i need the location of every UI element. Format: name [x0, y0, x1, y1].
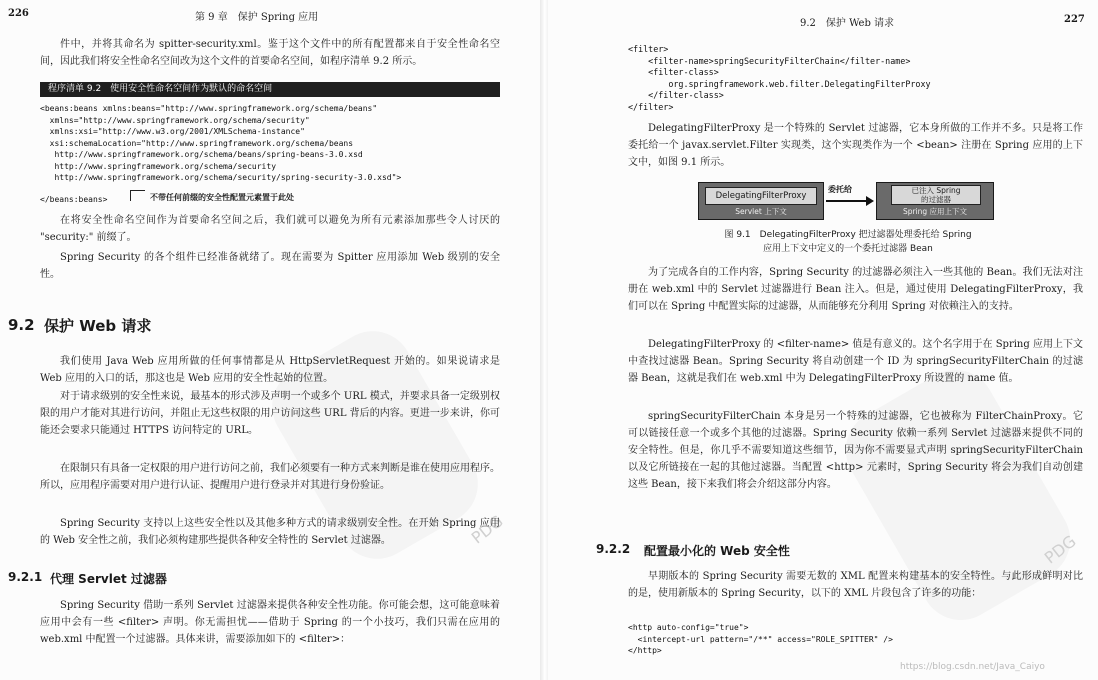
paragraph: 我们使用 Java Web 应用所做的任何事情都是从 HttpServletRequest 开始的。如果说请求是 Web 应用的入口的话，那这也是 Web 应用的安全性起始的位置。 [40, 356, 500, 384]
watermark-url: https://blog.csdn.net/Java_Caiyo [900, 662, 1045, 672]
listing-annotation: 不带任何前缀的安全性配置元素置于此处 [150, 193, 294, 202]
http-code: <http auto-config="true"> <intercept-url pattern="/**" access="ROLE_SPITTER" /> </http> [628, 623, 893, 655]
paragraph: 为了完成各自的工作内容，Spring Security 的过滤器必须注入一些其他的 Bean。我们无法对注册在 web.xml 中的 Servlet 过滤器进行 Bean 注入。但是，通过使用 DelegatingFilterProxy，我们可以在 Spring 中配置实际的过滤器，从而能够充分利用 Spring 对依赖注入的支持。 [628, 267, 1083, 312]
paragraph: 件中，并将其命名为 spitter-security.xml。鉴于这个文件中的所有配置都来自于安全性命名空间，因此我们将安全性命名空间改为这个文件的首要命名空间，如程序清单 9.2 所示。 [40, 39, 500, 67]
paragraph: DelegatingFilterProxy 的 <filter-name> 值是有意义的。这个名字用于在 Spring 应用上下文中查找过滤器 Bean。Spring Security 将自动创建一个 ID 为 springSecurityFilterChain 的过滤器 Bean，这就是我们在 web.xml 中为 DelegatingFilterProxy 所设置的 name 值。 [628, 339, 1083, 384]
delegate-arrow [826, 200, 868, 202]
running-header: 9.2 保护 Web 请求 [800, 18, 895, 29]
spring-context-box [876, 182, 994, 220]
page-number: 227 [1064, 14, 1085, 25]
annotation-arrow [130, 190, 145, 201]
paragraph: 早期版本的 Spring Security 需要无数的 XML 配置来构建基本的安全特性。与此形成鲜明对比的是，使用新版本的 Spring Security，以下的 XML 片段包含了许多的功能： [628, 571, 1083, 599]
watermark-text: PDG [467, 511, 507, 548]
paragraph: springSecurityFilterChain 本身是另一个特殊的过滤器，它也被称为 FilterChainProxy。它可以链接任意一个或多个其他的过滤器。Spring Security 依赖一系列 Servlet 过滤器来提供不同的安全特性。但是，你几乎不需要知道这些细节，因为你不需要显式声明 springSecurityFilterChain 以及它所链接在一起的其他过滤器。当配置 <http> 元素时，Spring Security 将会为我们自动创建这些 Bean，接下来我们将会介绍这部分内容。 [628, 411, 1083, 490]
subsection-title: 配置最小化的 Web 安全性 [644, 544, 790, 558]
section-number: 9.2 [8, 316, 35, 334]
paragraph: 在限制只有具备一定权限的用户进行访问之前，我们必须要有一种方式来判断是谁在使用应用程序。所以，应用程序需要对用户进行认证、提醒用户进行登录并对其进行身份验证。 [40, 463, 500, 491]
book-gutter [540, 0, 548, 680]
listing-title: 程序清单 9.2 使用安全性命名空间作为默认的命名空间 [40, 82, 500, 97]
paragraph: Spring Security 的各个组件已经准备就绪了。现在需要为 Spitter 应用添加 Web 级别的安全性。 [40, 252, 500, 280]
right-page [548, 0, 1098, 680]
figure-caption-line2: 应用上下文中定义的一个委托过滤器 Bean [763, 244, 933, 254]
left-page [0, 0, 540, 680]
listing-close: </beans:beans> [40, 195, 108, 204]
arrow-head-icon [866, 196, 874, 206]
figure-caption [648, 228, 1048, 256]
watermark-text: PDG [1040, 531, 1080, 568]
injected-filter-line1: 已注入 Spring [911, 186, 961, 195]
subsection-number: 9.2.1 [8, 570, 43, 584]
subsection-number: 9.2.2 [596, 542, 631, 556]
servlet-context-box [698, 182, 824, 220]
paragraph: DelegatingFilterProxy 是一个特殊的 Servlet 过滤器，它本身所做的工作并不多。只是将工作委托给一个 javax.servlet.Filter 实现类，这个实现类作为一个 <bean> 注册在 Spring 应用的上下文中，如图 9.1 所示。 [628, 123, 1083, 168]
arrow-label: 委托给 [828, 185, 852, 194]
servlet-context-label: Servlet 上下文 [735, 207, 787, 216]
injected-filter-line2: 的过滤器 [921, 195, 951, 204]
paragraph: Spring Security 支持以上这些安全性以及其他多种方式的请求级别安全性。在开始 Spring 应用的 Web 安全性之前，我们必须构建那些提供各种安全特性的 Servlet 过滤器。 [40, 518, 500, 546]
paragraph: 在将安全性命名空间作为首要命名空间之后，我们就可以避免为所有元素添加那些令人讨厌的 "security:" 前缀了。 [40, 215, 500, 243]
filter-code: <filter> <filter-name>springSecurityFilterChain</filter-name> <filter-class> org.springframework.web.filter.DelegatingFilterProxy </filter-class> </filter> [628, 44, 931, 112]
running-header: 第 9 章 保护 Spring 应用 [195, 12, 319, 23]
delegating-filter-proxy-box: DelegatingFilterProxy [705, 187, 817, 205]
page-number: 226 [8, 8, 29, 19]
listing-code: <beans:beans xmlns:beans="http://www.springframework.org/schema/beans" xmlns="http://www.springframework.org/schema/security" xmlns:xsi="http://www.w3.org/2001/XMLSchema-instance" xsi:schemaLocation="http://www.springframework.org/schema/beans http://www.springframework.org/schema/beans/spring-beans-3.0.xsd http://www.springframework.org/schema/security http://www.springframework.org/schema/security/spring-security-3.0.xsd"> [40, 104, 402, 182]
spring-context-label: Spring 应用上下文 [902, 207, 968, 216]
section-title: 保护 Web 请求 [44, 317, 152, 335]
subsection-title: 代理 Servlet 过滤器 [50, 572, 167, 586]
figure-diagram [698, 182, 994, 220]
figure-caption-line1: 图 9.1 DelegatingFilterProxy 把过滤器处理委托给 Spring [724, 230, 972, 240]
paragraph: 对于请求级别的安全性来说，最基本的形式涉及声明一个或多个 URL 模式，并要求具备一定级别权限的用户才能对其进行访问，并阻止无这些权限的用户访问这些 URL 背后的内容。更进一步来讲，你可能还会要求只能通过 HTTPS 访问特定的 URL。 [40, 391, 500, 436]
paragraph: Spring Security 借助一系列 Servlet 过滤器来提供各种安全性功能。你可能会想，这可能意味着应用中会有一些 <filter> 声明。你无需担忧——借助于 Spring 的一个小技巧，我们只需在应用的 web.xml 中配置一个过滤器。具体来讲，需要添加如下的 <filter>： [40, 600, 500, 645]
injected-filter-box [891, 185, 981, 205]
